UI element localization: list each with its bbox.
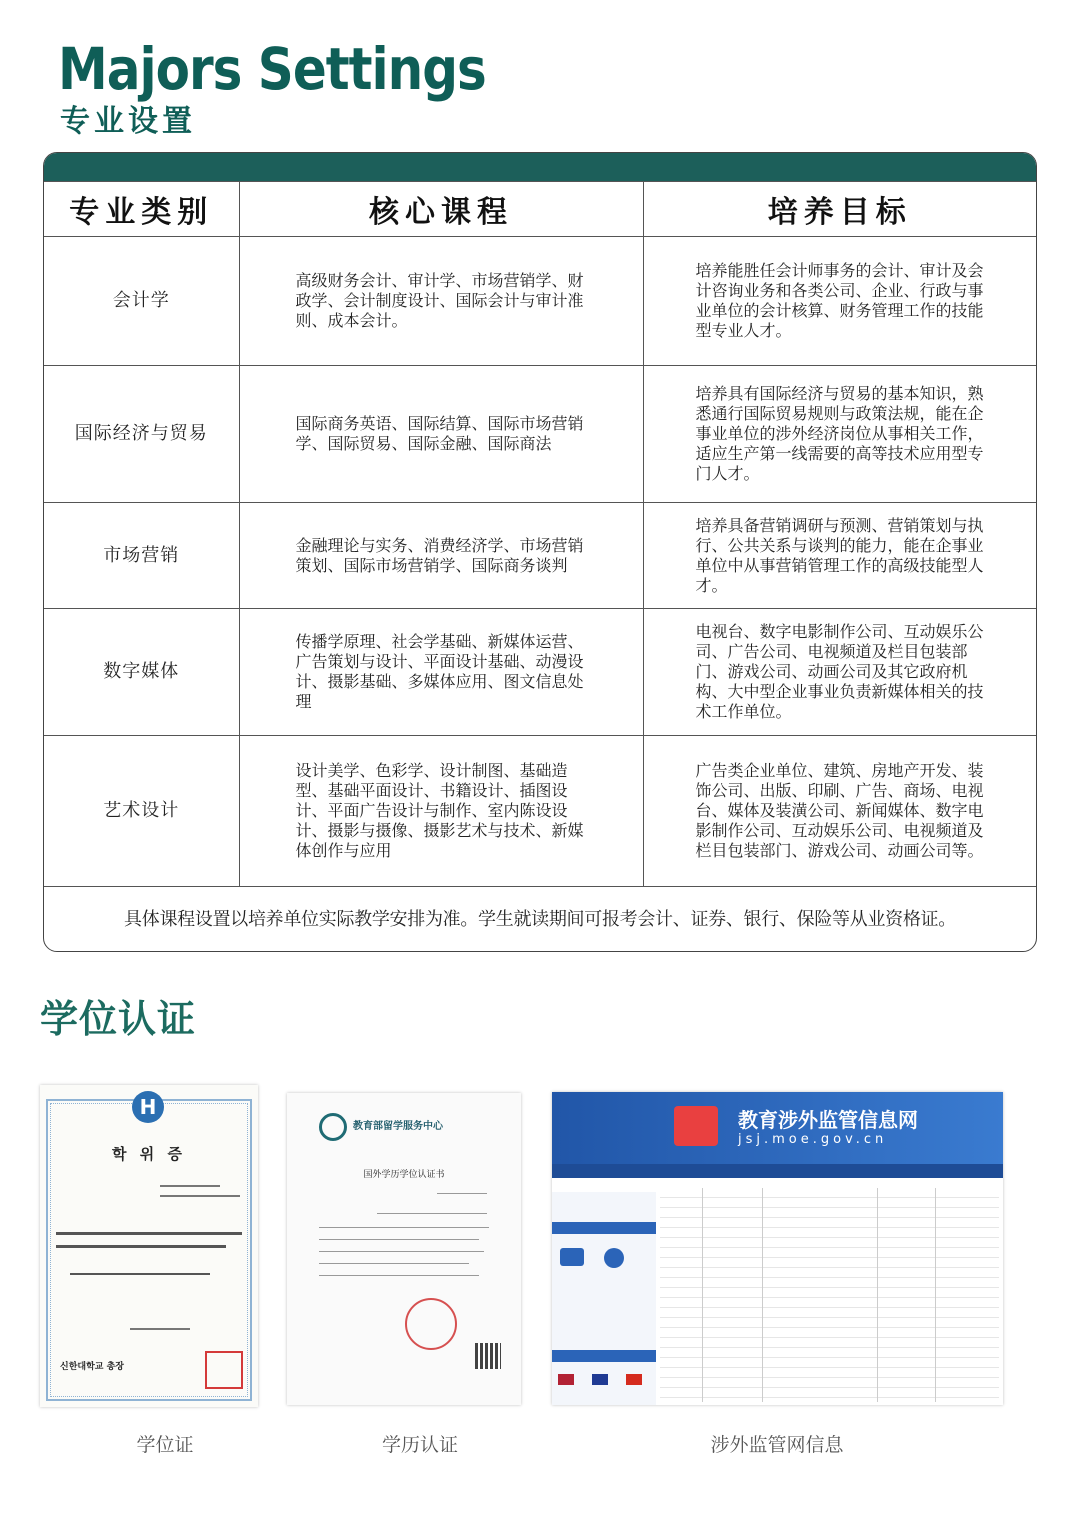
major-category: 国际经济与贸易 — [44, 366, 239, 503]
page-title-en: Majors Settings — [58, 36, 486, 103]
official-seal-icon — [405, 1298, 457, 1350]
major-courses: 设计美学、色彩学、设计制图、基础造型、基础平面设计、书籍设计、插图设计、平面广告设计与制作、室内陈设设计、摄影与摄像、摄影艺术与技术、新媒体创作与应用 — [239, 736, 643, 887]
table-note-row — [44, 887, 1036, 953]
header-courses: 核心课程 — [239, 182, 643, 237]
major-courses: 高级财务会计、审计学、市场营销学、财政学、会计制度设计、国际会计与审计准则、成本会计。 — [239, 237, 643, 366]
table-row — [44, 237, 1036, 366]
degree-section-title: 学位认证 — [40, 997, 197, 1041]
cert1-caption: 学位证 — [136, 1434, 194, 1456]
major-goal: 培养能胜任会计师事务的会计、审计及会计咨询业务和各类公司、企业、行政与事业单位的会计核算、财务管理工作的技能型专业人才。 — [643, 237, 1036, 366]
major-courses: 金融理论与实务、消费经济学、市场营销策划、国际市场营销学、国际商务谈判 — [239, 503, 643, 609]
major-goal: 广告类企业单位、建筑、房地产开发、装饰公司、出版、印刷、广告、商场、电视台、媒体及装潢公司、新闻媒体、数字电影制作公司、互动娱乐公司、电视频道及栏目包装部门、游戏公司、动画公司等。 — [643, 736, 1036, 887]
cert2-heading: 国外学历学位认证书 — [363, 1170, 445, 1180]
table-row — [44, 609, 1036, 736]
canada-flag-icon — [626, 1374, 642, 1385]
us-flag-icon — [558, 1374, 574, 1385]
major-goal: 培养具备营销调研与预测、营销策划与执行、公共关系与谈判的能力，能在企事业单位中从事营销管理工作的高级技能型人才。 — [643, 503, 1036, 609]
website-logo-icon — [674, 1106, 718, 1146]
table-header-band — [44, 153, 1036, 181]
major-goal: 培养具有国际经济与贸易的基本知识，熟悉通行国际贸易规则与政策法规，能在企事业单位的涉外经济岗位从事相关工作，适应生产第一线需要的高等技术应用型专门人才。 — [643, 366, 1036, 503]
table-row — [44, 736, 1036, 887]
cert3-caption: 涉外监管网信息 — [710, 1434, 844, 1456]
major-category: 数字媒体 — [44, 609, 239, 736]
table-note: 具体课程设置以培养单位实际教学安排为准。学生就读期间可报考会计、证券、银行、保险等从业资格证。 — [44, 887, 1036, 953]
website-data-table — [660, 1188, 999, 1402]
major-courses: 国际商务英语、国际结算、国际市场营销学、国际贸易、国际金融、国际商法 — [239, 366, 643, 503]
major-category: 市场营销 — [44, 503, 239, 609]
cscse-logo-icon — [319, 1113, 347, 1141]
header-category: 专业类别 — [44, 182, 239, 237]
website-url: jsj.moe.gov.cn — [738, 1132, 888, 1147]
majors-table — [44, 181, 1036, 952]
website-title: 教育涉外监管信息网 — [738, 1108, 918, 1132]
major-category: 艺术设计 — [44, 736, 239, 887]
page-title-cn: 专业设置 — [60, 104, 196, 139]
majors-table-card — [43, 152, 1037, 952]
table-row — [44, 503, 1036, 609]
major-courses: 传播学原理、社会学基础、新媒体运营、广告策划与设计、平面设计基础、动漫设计、摄影基础、多媒体应用、图文信息处理 — [239, 609, 643, 736]
cert1-issuer: 신한대학교 총장 — [60, 1362, 124, 1372]
supervision-website-image — [552, 1092, 1003, 1405]
cert1-heading: 학 위 증 — [112, 1145, 186, 1163]
website-nav-bar — [552, 1164, 1003, 1178]
globe-icon — [604, 1248, 624, 1268]
handshake-icon — [560, 1248, 584, 1266]
table-header-row — [44, 182, 1036, 237]
website-sidebar — [552, 1192, 656, 1405]
uk-flag-icon — [592, 1374, 608, 1385]
table-row — [44, 366, 1036, 503]
red-stamp-icon — [205, 1351, 243, 1389]
university-logo-icon: H — [132, 1091, 164, 1123]
qr-code-icon — [475, 1343, 501, 1369]
major-goal: 电视台、数字电影制作公司、互动娱乐公司、广告公司、电视频道及栏目包装部门、游戏公司、动画公司及其它政府机构、大中型企业事业负责新媒体相关的技术工作单位。 — [643, 609, 1036, 736]
header-goal: 培养目标 — [643, 182, 1036, 237]
cert2-caption: 学历认证 — [381, 1434, 458, 1456]
degree-certificate-image — [40, 1085, 258, 1407]
major-category: 会计学 — [44, 237, 239, 366]
cert2-org: 教育部留学服务中心 — [353, 1121, 443, 1132]
education-certificate-image — [287, 1093, 521, 1405]
